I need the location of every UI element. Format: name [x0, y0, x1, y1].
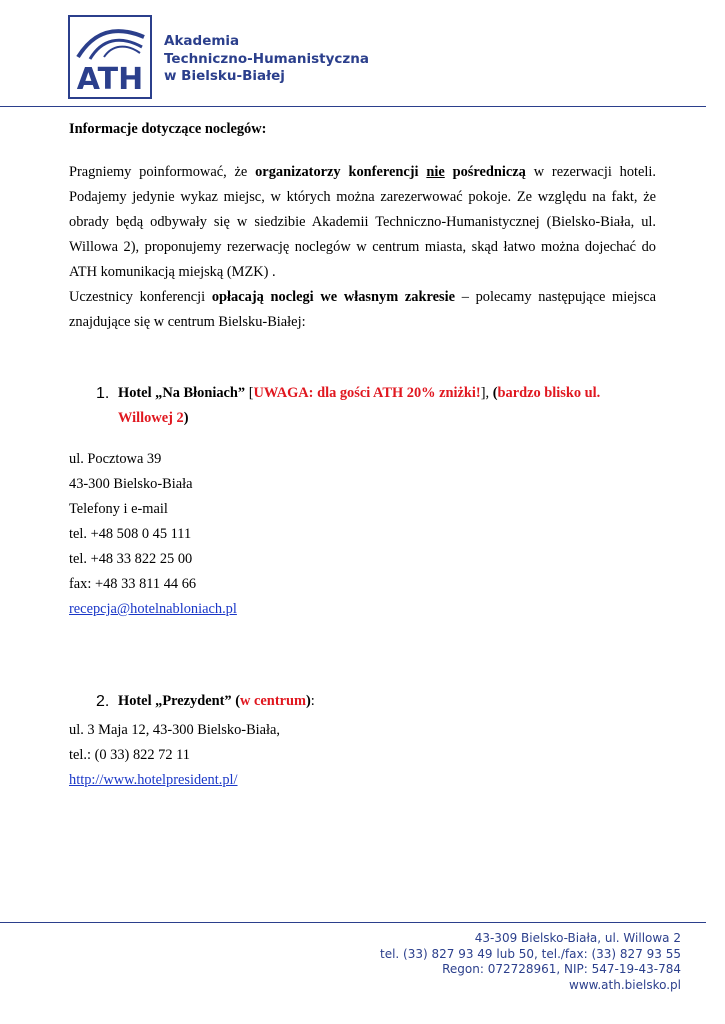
hotel-1-location-note: bardzo blisko ul. Willowej 2 [118, 385, 601, 426]
page-heading: Informacje dotyczące noclegów: [69, 121, 267, 137]
footer-phones: tel. (33) 827 93 49 lub 50, tel./fax: (33) 827 93 55 [380, 946, 681, 961]
hotel-2-contact [69, 718, 656, 793]
hotel-2-number: 2. [96, 693, 110, 710]
payment-bold: opłacają noclegi we własnym zakresie [211, 289, 455, 305]
hotel-1-contact [69, 447, 656, 622]
footer-divider [0, 922, 706, 923]
hotel-1-name: Hotel „Na Błoniach” [118, 385, 246, 401]
hotel-1-paren-open: ( [492, 385, 498, 401]
payment-text-2: – polecamy następujące miejsca znajdujące się w centrum Bielsku-Białej: [69, 289, 656, 330]
hotel-1-bracket-close: ], [480, 385, 493, 401]
hotel-2-website-link[interactable]: http://www.hotelpresident.pl/ [69, 772, 238, 788]
hotel-1-bracket-open: [ [245, 385, 254, 401]
institution-line-3: w Bielsku-Białej [164, 68, 285, 84]
hotel-1-contact-label: Telefony i e-mail [69, 501, 168, 517]
intro-paragraph [69, 160, 656, 285]
intro-text-2: w rezerwacji hoteli. Podajemy jedynie wykaz miejsc, w których można zarezerwować pokoje. Ze względu na fakt, że obrady będą odbywały się w siedzibie Akademii Techniczno-Humanistycznej (Bielsko-Biała, ul. Willowa 2), proponujemy rezerwację noclegów w centrum miasta, skąd łatwo można dojechać do ATH komunikacją miejską (MZK) . [69, 164, 657, 280]
hotel-1-title [69, 381, 656, 431]
hotel-1-number: 1. [96, 385, 110, 402]
intro-text-1: Pragniemy poinformować, że [69, 164, 256, 180]
intro-bold-organizers: organizatorzy konferencji [255, 164, 427, 180]
hotel-1-email-link[interactable]: recepcja@hotelnabloniach.pl [69, 601, 237, 617]
hotel-1-street: ul. Pocztowa 39 [69, 451, 162, 467]
hotel-2-location-note: w centrum [240, 693, 306, 709]
hotel-1-phone: tel. +48 33 822 25 00 [69, 551, 193, 567]
institution-line-2: Techniczno-Humanistyczna [164, 50, 369, 67]
footer-registry: Regon: 072728961, NIP: 547-19-43-784 [442, 962, 681, 976]
hotel-2-paren-open: ( [235, 693, 241, 709]
hotel-1-phone-mobile: tel. +48 508 0 45 111 [69, 526, 192, 542]
footer-address: 43-309 Bielsko-Biała, ul. Willowa 2 [474, 931, 681, 945]
ath-logo-graphic [70, 17, 150, 97]
hotel-2-colon: : [310, 693, 315, 709]
ath-logo [68, 15, 152, 99]
institution-line-1: Akademia [164, 33, 240, 49]
hotel-2-address: ul. 3 Maja 12, 43-300 Bielsko-Biała, [69, 722, 281, 738]
intro-bold-mediate: pośredniczą [444, 164, 526, 180]
payment-text-1: Uczestnicy konferencji [69, 289, 212, 305]
hotel-2-name: Hotel „Prezydent” [118, 693, 232, 709]
payment-paragraph [69, 285, 656, 335]
hotel-1-discount-note: UWAGA: dla gości ATH 20% zniżki! [253, 385, 481, 401]
hotel-2-phone: tel.: (0 33) 822 72 11 [69, 747, 190, 763]
hotel-2-paren-close: ) [306, 693, 311, 709]
institution-name [164, 33, 369, 86]
logo-text: ATH [76, 62, 144, 97]
footer-website: www.ath.bielsko.pl [569, 977, 681, 992]
hotel-1-paren-close: ) [183, 410, 189, 426]
document-body [69, 112, 656, 793]
hotel-2-title [69, 689, 656, 714]
intro-bold-underlined-nie: nie [426, 164, 445, 180]
header-divider [0, 106, 706, 107]
hotel-1-city: 43-300 Bielsko-Biała [69, 476, 193, 492]
hotel-1-fax: fax: +48 33 811 44 66 [69, 576, 197, 592]
footer-contact [380, 931, 681, 993]
